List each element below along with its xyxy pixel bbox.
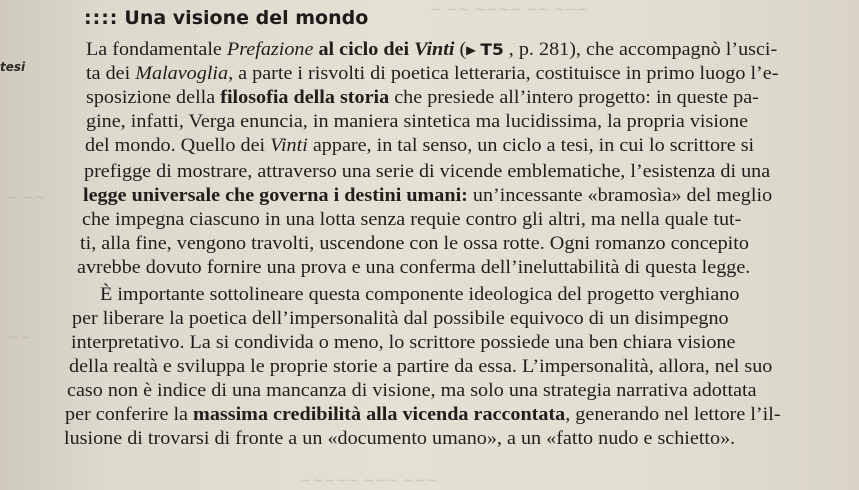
emphasized-text: Vinti [414, 39, 455, 60]
text-span: , generando nel lettore l’il- [565, 404, 781, 425]
text-line [86, 38, 777, 62]
emphasized-text: legge universale che governa i destini umani: [83, 185, 468, 206]
text-line [69, 355, 772, 379]
bleed-through-mark: ~~~~~ ~~~ ~~~ [300, 473, 438, 489]
text-span: La fondamentale [86, 39, 227, 60]
text-span: , a parte i risvolti di poetica letteraria, costituisce in primo luogo l’e- [228, 63, 779, 84]
text-line [82, 208, 741, 232]
text-line [77, 256, 750, 280]
text-line [72, 307, 729, 331]
emphasized-text: massima credibilità alla vicenda raccontata [193, 404, 566, 425]
play-arrow-icon: ▶ [466, 43, 481, 57]
text-line [71, 331, 735, 355]
text-span: per conferire la [65, 404, 194, 425]
text-span: , p. 281), che accompagnò l’usci- [503, 39, 778, 60]
text-span: Prefazione [226, 39, 314, 60]
bleed-through-mark: ~~ [8, 330, 32, 346]
bleed-through-mark: ~ ~~ [6, 190, 46, 206]
text-line [64, 427, 735, 451]
text-span: della realtà e sviluppa le proprie storie a partire da essa. L’impersonalità, allora, nel suo [69, 356, 773, 377]
text-line [86, 86, 759, 110]
text-span: caso non è indice di una mancanza di visione, ma solo una strategia narrativa adottata [67, 380, 757, 401]
text-span: per liberare la poetica dell’impersonalità dal possibile equivoco di un disimpegno [72, 308, 729, 329]
text-line [67, 379, 757, 403]
text-span: che presiede all’intero progetto: in queste pa- [389, 87, 759, 108]
text-span: interpretativo. La si condivida o meno, lo scrittore possiede una ben chiara visione [71, 332, 736, 353]
cross-reference-label: T5 [480, 40, 504, 59]
text-span: ( [454, 39, 467, 60]
text-span: sposizione della [86, 87, 221, 108]
text-line [86, 62, 778, 86]
bleed-through-mark: ~ ~~ ~~~~ ~~ ~~~ [430, 2, 589, 18]
text-span: che impegna ciascuno in una lotta senza requie contro gli altri, ma nella quale tut- [82, 209, 742, 230]
text-span: prefigge di mostrare, attraverso una serie di vicende emblematiche, l’esistenza di una [84, 161, 771, 182]
text-span: ta dei [86, 63, 136, 84]
text-span: gine, infatti, Verga enuncia, in maniera sintetica ma lucidissima, la propria visione [86, 111, 749, 132]
text-span: Vinti [270, 135, 308, 156]
text-span: appare, in tal senso, un ciclo a tesi, in cui lo scrittore si [307, 135, 755, 156]
text-span: Malavoglia [135, 63, 229, 84]
section-title: Una visione del mondo [124, 7, 369, 29]
text-line [80, 232, 749, 256]
emphasized-text: filosofia della storia [220, 87, 390, 108]
text-line [65, 403, 781, 427]
text-line [100, 283, 739, 307]
margin-keyword: tesi [0, 60, 26, 74]
cross-reference [466, 40, 504, 59]
text-span: del mondo. Quello dei [85, 135, 271, 156]
text-line [85, 134, 754, 158]
text-line [84, 160, 770, 184]
text-line [83, 184, 772, 208]
text-line [86, 110, 748, 134]
text-span: un’incessante «bramosìa» del meglio [467, 185, 773, 206]
text-span: ti, alla fine, vengono travolti, uscendone con le ossa rotte. Ogni romanzo concepito [80, 233, 749, 254]
text-span: avrebbe dovuto fornire una prova e una conferma dell’ineluttabilità di questa legge. [77, 257, 751, 278]
text-span: È importante sottolineare questa componente ideologica del progetto verghiano [100, 284, 740, 305]
emphasized-text: al ciclo dei [313, 39, 415, 60]
heading-bullet-icon: :::: [84, 7, 119, 29]
text-span: lusione di trovarsi di fronte a un «documento umano», a un «fatto nudo e schietto». [64, 428, 736, 449]
